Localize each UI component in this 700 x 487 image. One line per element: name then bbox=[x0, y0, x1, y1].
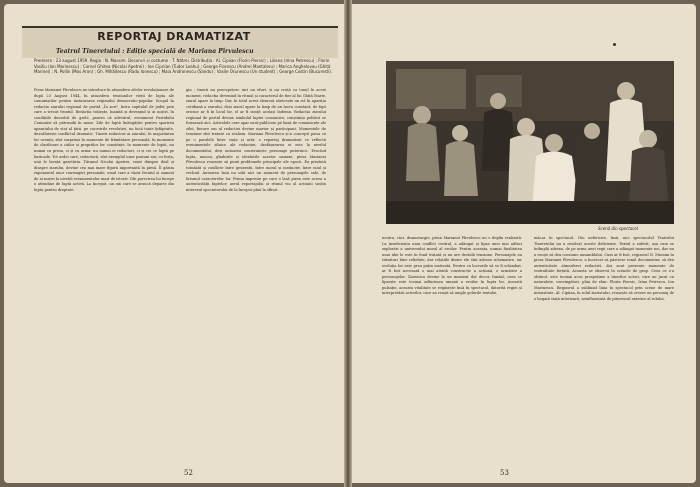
book-gutter bbox=[344, 0, 352, 487]
credits-block: Premiera : 23 august 1959. Regia : N. Massim. Decoruri și costume : T. Nătrei. Distribuția : Al. Cipiian (Florin Piersic) ; Liliana (Irina Petrescu) ; Florin Vasiliu (Ion Marinescu) ; Cornel Ghitea (Nicolai Apetrei) ; Ion Cipriian (Tudor Leahu) ; George Florescu (Andrei Mantaleru) ; Marica Angheloveu (Ghiță Marinei) ; N. Pollin (Mos Aron) ; Gh. Mihăilescu (Radu Ionescu) ; Maia Andronescu (Sandu) ; Vasile Orunescu (Un student) ; George Costin (Bucuresti). bbox=[34, 58, 333, 75]
page-number-left: 52 bbox=[184, 469, 193, 477]
left-column-2: gia ; tinerii nu precupețesc nici un efort, și nu cruță ca tonul în acest moment, redacția devenind în ritmul și caracterul de fier al lui Ghiță Marie, ziarul apare la timp. Dar, în totul acest element sărăcește un rol în apariția cotidiană a ziarului, deși ziarul apare la timp de un lucru constant; de fapt oricine ar fi în locul lor, el ar fi simțit același îndemn. Redacția ziarului regional de partid devine simbolul luptei comuniste; conștiința politică se formează aici. Articolele care apar sunt publicate pe bază de comunicate ale zilei, fiecare om al redacției devine martor și participant. Momentele de tensiune sînt tratate cu realism. Mariana Pîrvulescu și-a concepit piesa ca pe o paralelă între viața și artă: o reportaj dramatizat ce reflectă evenimentele zilnice ale redacției; desfășurarea ei este la nivelul documentului, deși autoarea construiește personaje puternice. Evocînd lupta, munca, gîndurile și idealurile acestor oameni, piesa Marianei Pîrvulescu reușește să pună problemele principale ale epocii. Ea prezintă totodată și conflicte între generații, între moral și instinctiv, între noul și vechiul. Autoarea însă nu uită nici un moment de personajele sale, de lirismul caracterelor lor. Prima impresie pe care o lasă piesa este aceea a autenticității faptelor; aerul reportajului și ritmul viu al acțiunii susțin interesul spectatorului de la început pînă la sfîrșit. bbox=[186, 88, 326, 192]
left-column-1: Piesa Marianei Pîrvulescu ne introduce în atmosfera zilelor revoluționare de după 23 August 1944, în atmosfera tensiunilor vieții de lupta ale comuniștilor pentru instaurarea regimului democratic-popular. Scopul în redacția ziarului regional de partid „În zori", întru capitalul de județ prin care a trecut frontul. Redacția trăiește, înaintă și devenind și ai noștri, în condițiile deosebit de grele, pentru că adevărul, eveniment Partidului Comunist să pătrundă în mase. Zile de luptă îmbogățite pentru sporirea aparatului de stat al țării, pe cuceririle revoluției, nu încă toate înfăptuite, dezvăluiește conflictul dramatic. Tinerii redactori ai ziarului, în majoritatea lor uceniți, sînt surprinși în momente de frămîntare personală, în momente de clarificare a căilor și propriilor lor conștiințe, în momente de luptă, nu numai cu presa, ci și cu arma: nu numai ei redactori, ci și cei ce luptă pe baricade. Tot ardei care, redactorii, sînt exemplul unor pasiuni noi; cu forța, unii le învață gazetăria. Țăranul Nicolai Apetrei, venit dinspre deal și dinspre ziarului, devine cea mai mare figură importantă în piesă. Îl găsim exponentul unor convingeri personale, omul care a văzut frontul și oameni de ai noștri la nivelul evenimentelor mari de istorie. Dîn porecirea lui începe o atitudine de luptă activă. La început, un om care se aruncă departe din lupta pentru dreptate. bbox=[34, 88, 174, 192]
page-number-right: 53 bbox=[500, 469, 509, 477]
photo-caption: Scenă din spectacol bbox=[598, 226, 638, 231]
stage-photo bbox=[386, 61, 674, 224]
play-title: Ediție specială de Mariana Pîrvulescu bbox=[126, 48, 254, 55]
stage-scene-illustration bbox=[386, 61, 674, 224]
theatre-name: Teatrul Tineretului : bbox=[56, 48, 125, 55]
right-column-2: măcar în spectacol. Din nefericire, însă, nici spectacolul Teatrului Tineretului nu a rezolvat aceste deficiențe. Textul a suferit, așa cum se întîmplă adesea, de pe urma unei regii care a adăugat momente noi, dar nu a reușit să dea coeziune ansamblului. Cum ar fi fost, regizorul N. Massim în piesa Marianei Pîrvulescu, a încercat să păstreze tonul documentar, să dea autenticitate atmosferei redacției, dar sunt prezente momente de teatralitate forțată. Aceasta se observă în scenele de grup. Ceea ce s-a obținut, este tocmai acea prospețime a tinerilor actori, care au jucat cu naturalețe, convingători, plini de elan: Florin Piersic, Irina Petrescu, Ion Marinescu. Regizorul a subliniat linia în spectacol prin scene de mare intensitate. Al. Cipiian, în rolul ziaristului, reușește să creeze un personaj de o bogată viață interioară, neinfluențată de pitorescul exterior al rolului. bbox=[534, 236, 674, 302]
subheading bbox=[56, 48, 336, 55]
right-page bbox=[352, 4, 696, 483]
article-title: REPORTAJ DRAMATIZAT bbox=[97, 30, 251, 43]
left-page bbox=[4, 4, 344, 483]
page-mark bbox=[613, 43, 616, 46]
right-column-1: neutra, căci, dramaturgie, piesa Marianei Pîrvulescu nu e deplin realizată. La insuficiența unui conflict central, a adăugat și lipsa unei mai adînci explorări a universului moral al eroilor. Pentru aceasta, numai finalitatea unui idei le este în fond tratată și nu are destulă tensiune. Personajele au trăsături bine reliefate, dar relațiile dintre ele sînt adesea schematice, iar evoluția lor este prea puțin motivată. Pentru ca lucrurile să se fi schimbat, ar fi fost necesară o mai atentă construcție a acțiunii, o urmărire a personajelor. Ziaristica devine la un moment dat decor, fundal; ceea ce lipsește este tocmai adîncimea umană a eroilor în lupta lor. Această pulsație, aceasta vitalitate se regăsește însă în spectacol, datorită regiei și interpretării actorilor, care au reușit să umple golurile textului. bbox=[382, 236, 522, 296]
